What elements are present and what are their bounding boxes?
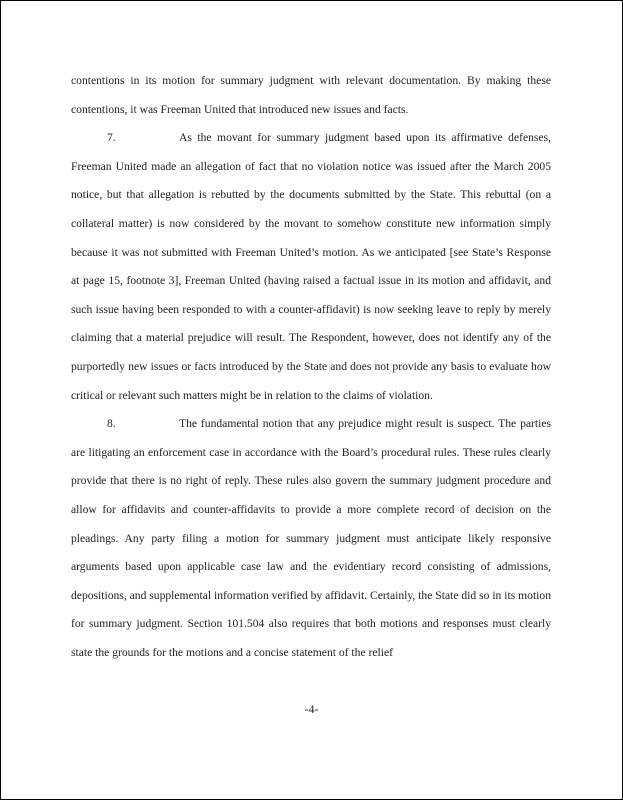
paragraph-number: 8. <box>107 417 116 431</box>
continuation-paragraph: contentions in its motion for summary judgment with relevant documentation. By making these contentions, it was Freeman United that introduced new issues and facts. <box>71 74 551 116</box>
paragraph-text: As the movant for summary judgment based upon its affirmative defenses, Freeman United made an allegation of fact that no violation notice was issued after the March 2005 notice, but that allegation is rebutted by the documents submitted by the State. This rebuttal (on a collateral matter) is now considered by the movant to somehow constitute new information simply because it was not submitted with Freeman United’s motion. As we anticipated [see State’s Response at page 15, footnote 3], Freeman United (having raised a factual issue in its motion and affidavit, and such issue having been responded to with a counter-affidavit) is now seeking leave to reply by merely claiming that a material prejudice will result. The Respondent, however, does not identify any of the purportedly new issues or facts introduced by the State and does not provide any basis to evaluate how critical or relevant such matters might be in relation to the claims of violation. <box>71 131 551 402</box>
page-number: -4- <box>304 702 319 716</box>
paragraph-7 <box>71 124 551 410</box>
paragraph-text: The fundamental notion that any prejudice might result is suspect. The parties are litigating an enforcement case in accordance with the Board’s procedural rules. These rules clearly provide that there is no right of reply. These rules also govern the summary judgment procedure and allow for affidavits and counter-affidavits to provide a more complete record of decision on the pleadings. Any party filing a motion for summary judgment must anticipate likely responsive arguments based upon applicable case law and the evidentiary record consisting of admissions, depositions, and supplemental information verified by affidavit. Certainly, the State did so in its motion for summary judgment. Section 101.504 also requires that both motions and responses must clearly state the grounds for the motions and a concise statement of the relief <box>71 417 551 659</box>
document-body <box>71 67 551 667</box>
paragraph-number: 7. <box>107 131 116 145</box>
paragraph-8 <box>71 410 551 667</box>
